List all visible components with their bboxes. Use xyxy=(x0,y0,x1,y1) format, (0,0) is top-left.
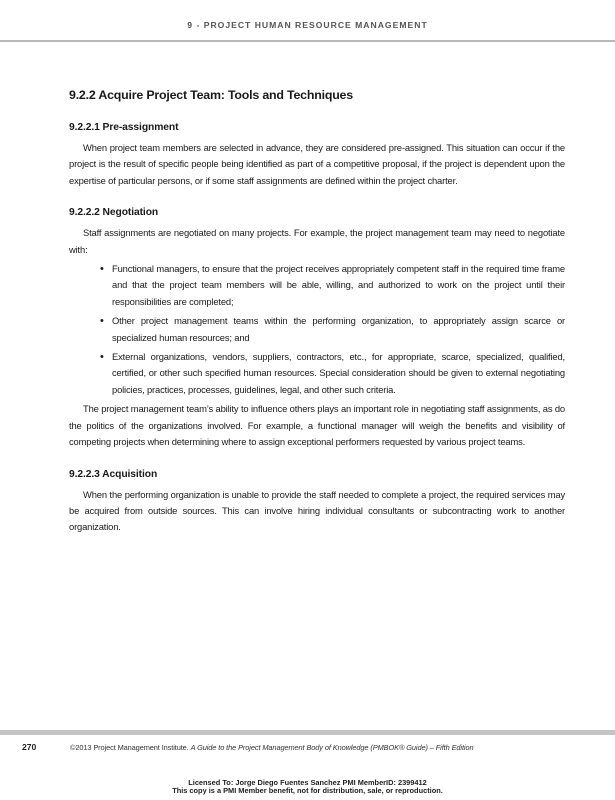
negotiation-intro-paragraph: Staff assignments are negotiated on many projects. For example, the project management team may need to negotiate with: xyxy=(69,227,565,255)
acquisition-paragraph: When the performing organization is unable to provide the staff needed to complete a project, the required services may be acquired from outside sources. This can involve hiring individual consultants or subcontracting work to another organization. xyxy=(69,488,565,533)
negotiation-closing-paragraph: The project management team’s ability to influence others plays an important role in negotiating staff assignments, as do the politics of the organizations involved. For example, a functional manager will weigh the benefits and visibility of competing projects when determining where to assign exceptional performers requested by various project teams. xyxy=(69,403,565,448)
license-line-2: This copy is a PMI Member benefit, not for distribution, sale, or reproduction. xyxy=(172,786,443,795)
license-line-1: Licensed To: Jorge Diego Fuentes Sanchez PMI MemberID: 2399412 xyxy=(188,778,427,787)
book-title: A Guide to the Project Management Body of Knowledge (PMBOK® Guide) – Fifth Edition xyxy=(190,743,474,752)
footer-rule xyxy=(0,730,615,735)
bullet-icon: • xyxy=(100,263,104,276)
negotiation-bullet-list xyxy=(69,261,565,398)
bullet-icon: • xyxy=(100,351,104,364)
list-item: • Functional managers, to ensure that the project receives appropriately competent staff in the required time frame and that the project team members will be able, willing, and authorized to work on the project until their responsibilities are completed; xyxy=(100,263,565,307)
running-header xyxy=(0,0,615,42)
copyright-notice: ©2013 Project Management Institute. A Guide to the Project Management Body of Knowledge (PMBOK® Guide) – Fifth Edition xyxy=(70,743,474,752)
list-item: • External organizations, vendors, suppliers, contractors, etc., for appropriate, scarce, specialized, qualified, certified, or other such specified human resources. Special consideration should be given to external negotiating policies, practices, processes, guidelines, legal, and other such criteria. xyxy=(100,351,565,395)
negotiation-heading: 9.2.2.2 Negotiation xyxy=(69,207,159,219)
bullet-icon: • xyxy=(100,315,104,328)
preassignment-heading: 9.2.2.1 Pre-assignment xyxy=(69,122,179,133)
acquisition-heading: 9.2.2.3 Acquisition xyxy=(69,468,158,480)
page-number: 270 xyxy=(22,742,37,752)
preassignment-paragraph: When project team members are selected in advance, they are considered pre-assigned. This situation can occur if the project is the result of specific people being identified as part of a competitive proposal, if the project is dependent upon the expertise of particular persons, or if some staff assignments are defined within the project charter. xyxy=(69,142,565,186)
section-title: 9.2.2 Acquire Project Team: Tools and Techniques xyxy=(69,88,353,102)
list-item: • Other project management teams within the performing organization, to appropriately assign scarce or specialized human resources; and xyxy=(100,315,565,343)
page-content xyxy=(69,86,565,536)
running-header-title: 9 - PROJECT HUMAN RESOURCE MANAGEMENT xyxy=(187,20,428,30)
